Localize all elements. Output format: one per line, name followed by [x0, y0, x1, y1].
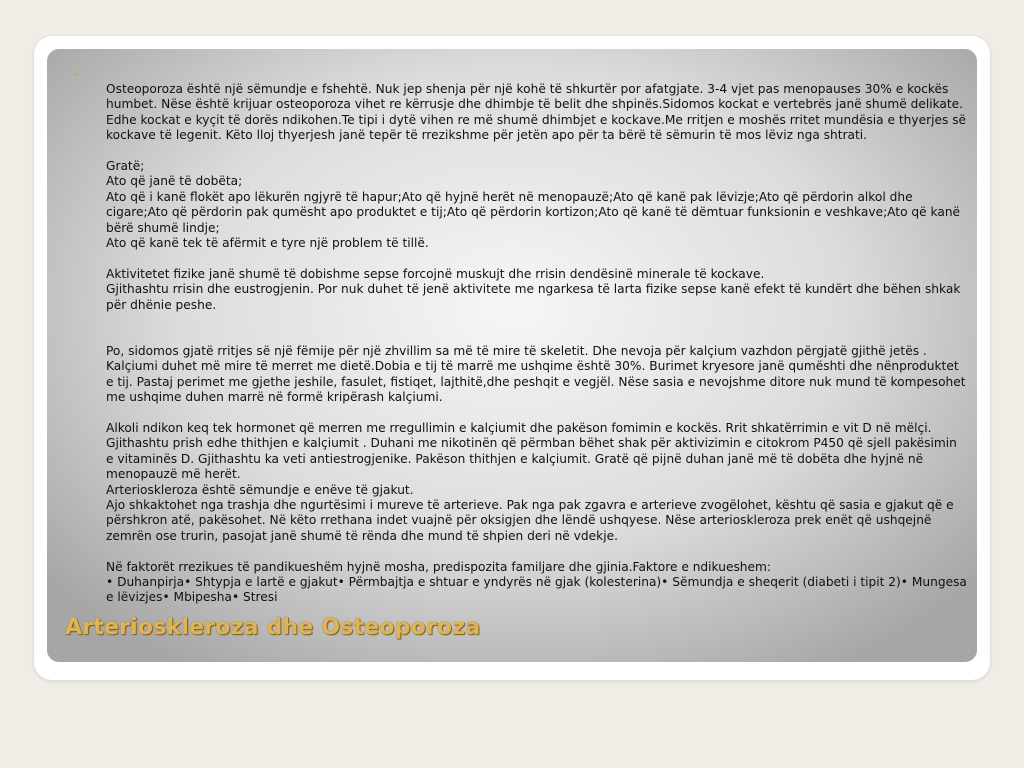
alcohol-paragraph: Alkoli ndikon keq tek hormonet që merren me rregullimin e kalçiumit dhe pakëson fomimin e kockës. Rrit shkatërrimin e vit D në mëlçi. Gjithashtu prish edhe thithjen e kalçiumit . Duhani me nikotinën që përmban bëhet shak për aktivizimin e citokrom P450 që sjell pakësimin e vitaminës D. Gjithashtu ka veti antiestrogjenike. Pakëson thithjen e kalçiumit. Gratë që pijnë duhan janë më të dobëta dhe hyjnë në menopauzë më herët. — [106, 420, 957, 482]
risk-factors-intro: Në faktorët rrezikues të pandikueshëm hyjnë mosha, predispozita familjare dhe gjinia.Faktore e ndikueshem: — [106, 559, 772, 574]
risk-factors-list: • Duhanpirja• Shtypja e lartë e gjakut• Përmbajtja e shtuar e yndyrës në gjak (kolesterina)• Sëmundja e sheqerit (diabeti i tipit 2)• Mungesa e lëvizjes• Mbipesha• Stresi — [106, 574, 967, 605]
spacer — [106, 313, 968, 344]
calcium-paragraph: Po, sidomos gjatë rritjes së një fëmije për një zhvillim sa më të mire të skeletit. Dhe nevoja për kalçium vazhdon përgjatë gjithë jetës . Kalçiumi duhet më mire të merret me dietë.Dobia e tij të marrë me ushqime është 30%. Burimet kryesore janë qumështi dhe nënproduktet e tij. Pastaj perimet me gjethe jeshile, fasulet, fistiqet, lajthitë,dhe peshqit e vegjël. Nëse sasia e nevojshme ditore nuk mund të kompesohet me ushqime duhen marrë në formë kripërash kalçiumi. — [106, 343, 966, 405]
slide-title: Arterioskleroza dhe Osteoporoza — [65, 615, 481, 640]
spacer — [106, 251, 968, 266]
arteriosclerosis-paragraph: Ajo shkaktohet nga trashja dhe ngurtësimi i mureve të arterieve. Pak nga pak zgavra e arterieve zvogëlohet, kështu që sasia e gjakut që e përshkron atë, pakësohet. Në këto rrethana indet vuajnë për oksigjen dhe lëndë ushqyese. Nëse arterioskleroza prek enët që ushqejnë zemrën ose trurin, pasojat janë shumë të rënda dhe mund të shpien deri në vdekje. — [106, 497, 954, 543]
arteriosclerosis-definition: Arterioskleroza është sëmundje e enëve të gjakut. — [106, 482, 414, 497]
osteoporosis-intro-paragraph: Osteoporoza është një sëmundje e fshehtë. Nuk jep shenja për një kohë të shkurtër por afatgjate. 3-4 vjet pas menopauses 30% e kockës humbet. Nëse është krijuar osteoporoza vihet re kërrusje dhe dhimbje të belit dhe shpinës.Sidomos kockat e vertebrës janë shumë delikate. Edhe kockat e kyçit të dorës ndikohen.Te tipi i dytë vihen re më shumë dhimbjet e kockave.Me rritjen e moshës rritet mundësia e thyerjes së kockave të legenit. Këto lloj thyerjesh janë tepër të rrezikshme për jetën apo për ta bërë të sëmurin të mos lëviz nga shtrati. — [106, 82, 967, 143]
activity-paragraph-1: Aktivitetet fizike janë shumë të dobishme sepse forcojnë muskujt dhe rrisin dendësinë minerale të kockave. — [106, 266, 765, 281]
slide-body-text — [106, 82, 968, 606]
spacer — [106, 144, 968, 159]
slide-card — [34, 36, 990, 680]
spacer — [106, 405, 968, 420]
women-line-3: Ato që kanë tek të afërmit e tyre një problem të tillë. — [106, 236, 429, 251]
women-line-2: Ato që i kanë flokët apo lëkurën ngjyrë të hapur;Ato që hyjnë herët në menopauzë;Ato që kanë pak lëvizje;Ato që përdorin alkol dhe cigare;Ato që përdorin pak qumësht apo produktet e tij;Ato që përdorin kortizon;Ato që kanë të dëmtuar funksionin e veshkave;Ato që kanë bërë shumë lindje; — [106, 189, 961, 235]
women-line-1: Ato që janë të dobëta; — [106, 174, 243, 189]
slide-content-area — [47, 49, 977, 662]
women-heading: Gratë; — [106, 159, 145, 174]
bullet-marker: • — [73, 71, 79, 81]
activity-paragraph-2: Gjithashtu rrisin dhe eustrogjenin. Por nuk duhet të jenë aktivitete me ngarkesa të larta fizike sepse kanë efekt të kundërt dhe bëhen shkak për dhënie peshe. — [106, 282, 961, 312]
spacer — [106, 544, 968, 559]
